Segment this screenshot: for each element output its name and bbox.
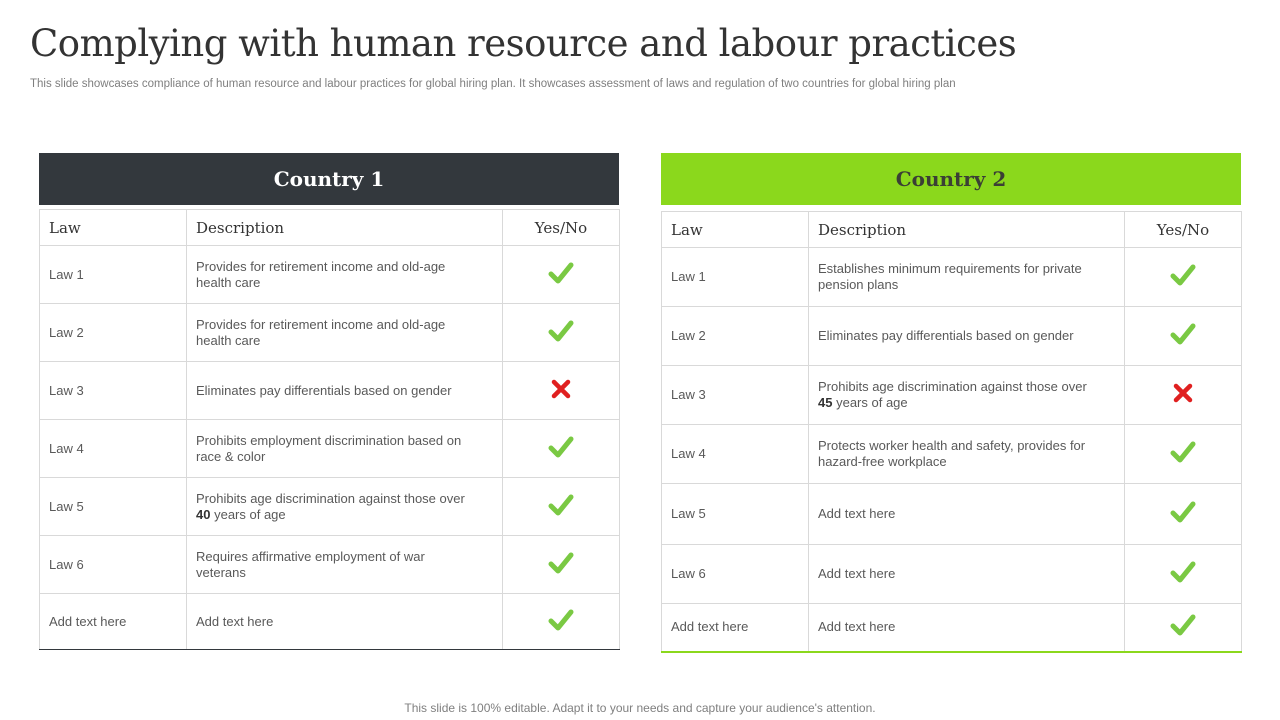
law-cell: Add text here: [40, 594, 187, 650]
description-cell: [809, 545, 1125, 604]
table-row: [662, 545, 1242, 604]
law-cell: Law 2: [662, 307, 809, 366]
table-row: [40, 420, 620, 478]
description-number: 40: [196, 506, 211, 522]
check-icon: [548, 608, 574, 636]
table-header-row: [662, 212, 1242, 248]
check-icon: [1170, 440, 1196, 468]
page-subtitle: This slide showcases compliance of human resource and labour practices for global hiring plan. It showcases assessment of laws and regulation of two countries for global hiring plan: [30, 78, 956, 90]
page-title: Complying with human resource and labour practices: [30, 22, 1017, 65]
description-cell: [187, 420, 503, 478]
law-column-header: Law: [662, 212, 809, 248]
yesno-cell: [503, 246, 620, 304]
table-header-row: [40, 210, 620, 246]
table-row: [40, 536, 620, 594]
law-cell: Add text here: [662, 604, 809, 652]
description-column-header: Description: [809, 212, 1125, 248]
law-cell: Law 3: [662, 366, 809, 425]
description-text: Provides for retirement income and old-age health care: [196, 258, 446, 290]
check-icon: [548, 319, 574, 347]
description-cell: [187, 478, 503, 536]
check-icon: [1170, 500, 1196, 528]
law-cell: Law 5: [662, 484, 809, 545]
description-cell: [187, 246, 503, 304]
footer-note: This slide is 100% editable. Adapt it to your needs and capture your audience's attention.: [404, 701, 876, 715]
table-row: [40, 304, 620, 362]
check-icon: [548, 551, 574, 579]
check-icon: [1170, 263, 1196, 291]
description-cell: [809, 307, 1125, 366]
yesno-cell: [1125, 425, 1242, 484]
country-2-header: Country 2: [661, 153, 1241, 205]
yesno-cell: [1125, 484, 1242, 545]
law-cell: Law 1: [662, 248, 809, 307]
description-text: Establishes minimum requirements for private pension plans: [818, 261, 1082, 292]
table-row: [40, 594, 620, 650]
check-icon: [1170, 322, 1196, 350]
description-text: Add text here: [818, 619, 896, 635]
check-icon: [548, 435, 574, 463]
yesno-cell: [503, 536, 620, 594]
law-cell: Law 4: [662, 425, 809, 484]
yesno-cell: [1125, 604, 1242, 652]
description-cell: [187, 304, 503, 362]
yesno-cell: [503, 478, 620, 536]
description-number: 45: [818, 395, 833, 410]
check-icon: [1170, 613, 1196, 641]
description-cell: [809, 425, 1125, 484]
yesno-column-header: Yes/No: [1125, 212, 1242, 248]
law-cell: Law 1: [40, 246, 187, 304]
country-1-header: Country 1: [39, 153, 619, 205]
law-cell: Law 4: [40, 420, 187, 478]
check-icon: [1170, 560, 1196, 588]
law-column-header: Law: [40, 210, 187, 246]
description-text: Requires affirmative employment of war veterans: [196, 548, 425, 580]
law-cell: Law 2: [40, 304, 187, 362]
table-row: [662, 604, 1242, 652]
check-icon: [548, 261, 574, 289]
law-cell: Law 6: [40, 536, 187, 594]
table-row: [662, 425, 1242, 484]
table-row: [40, 362, 620, 420]
description-text: Protects worker health and safety, provides for hazard-free workplace: [818, 438, 1086, 469]
description-text-continued: years of age: [836, 395, 908, 410]
description-column-header: Description: [187, 210, 503, 246]
description-text-continued: years of age: [214, 506, 286, 522]
table-row: [662, 484, 1242, 545]
description-cell: [809, 484, 1125, 545]
law-cell: Law 5: [40, 478, 187, 536]
description-cell: [187, 594, 503, 650]
yesno-cell: [1125, 307, 1242, 366]
description-cell: [809, 248, 1125, 307]
yesno-cell: [503, 420, 620, 478]
table-row: [40, 246, 620, 304]
description-text: Prohibits age discrimination against those over: [818, 379, 1087, 394]
country-1-table: [39, 209, 620, 650]
law-cell: Law 3: [40, 362, 187, 420]
yesno-cell: [1125, 366, 1242, 425]
yesno-cell: [503, 594, 620, 650]
yesno-cell: [1125, 545, 1242, 604]
description-text: Prohibits employment discrimination based on race & color: [196, 432, 462, 464]
law-cell: Law 6: [662, 545, 809, 604]
yesno-cell: [1125, 248, 1242, 307]
yesno-cell: [503, 304, 620, 362]
description-text: Eliminates pay differentials based on gender: [196, 382, 452, 398]
description-cell: [809, 604, 1125, 652]
description-text: Add text here: [196, 613, 274, 629]
description-text: Add text here: [818, 566, 896, 581]
check-icon: [548, 493, 574, 521]
yesno-column-header: Yes/No: [503, 210, 620, 246]
description-cell: [187, 362, 503, 420]
country-2-table: [661, 211, 1242, 653]
description-text: Eliminates pay differentials based on gender: [818, 328, 1074, 343]
description-cell: [809, 366, 1125, 425]
description-text: Provides for retirement income and old-age health care: [196, 316, 446, 348]
cross-icon: [550, 378, 572, 404]
table-row: [662, 248, 1242, 307]
table-row: [662, 366, 1242, 425]
table-row: [40, 478, 620, 536]
cross-icon: [1172, 382, 1194, 408]
country-2-panel: [661, 153, 1241, 653]
description-text: Prohibits age discrimination against those over: [196, 490, 465, 506]
yesno-cell: [503, 362, 620, 420]
description-cell: [187, 536, 503, 594]
description-text: Add text here: [818, 506, 896, 521]
country-1-panel: [39, 153, 619, 650]
table-row: [662, 307, 1242, 366]
